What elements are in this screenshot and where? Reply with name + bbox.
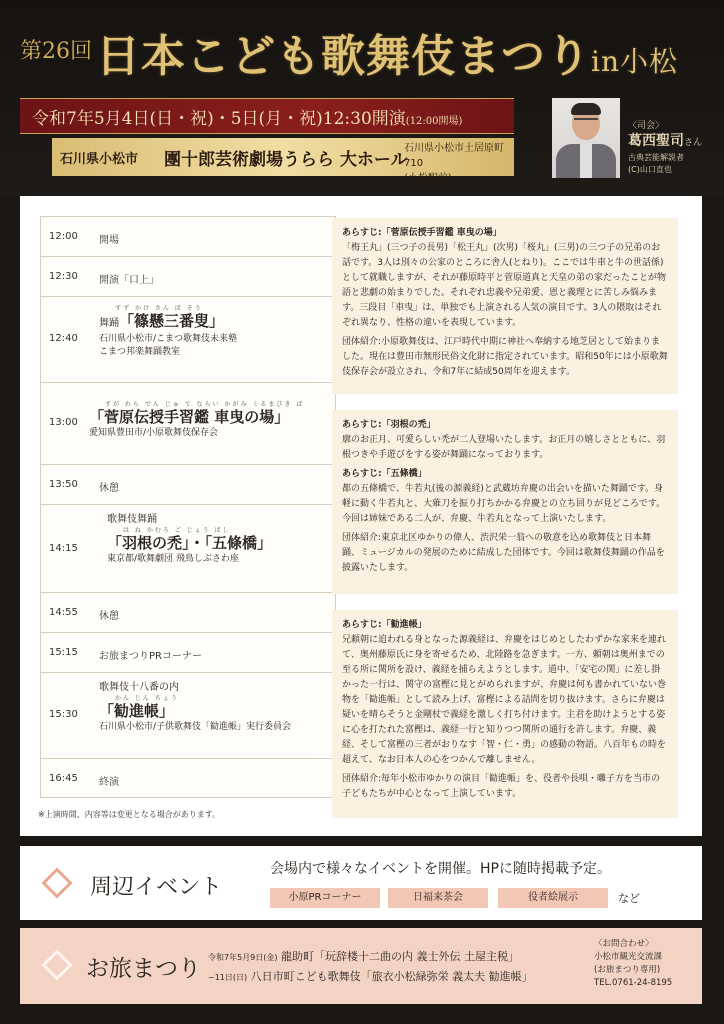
venue-city: 石川県小松市 (60, 152, 139, 167)
event-chip: 日福来茶会 (388, 888, 488, 908)
host-photo-glasses (574, 118, 598, 124)
group-intro: 団体紹介:小原歌舞伎は、江戸時代中期に神社へ奉納する地芝居として始まりました。現在は豊田市無形民俗文化財に指定されています。昭和50年には小原歌舞伎保存会が設立され、令和7年に結成50周年を迎えます。 (342, 337, 668, 377)
host-name (628, 132, 718, 152)
events-description: 会場内で様々なイベントを開催。HPに随時掲載予定。 (270, 861, 611, 877)
schedule-time: 15:30 (49, 709, 78, 720)
program-performer-2: こまつ邦楽舞踊教室 (99, 347, 181, 357)
main-title (96, 20, 678, 84)
program-title-text: 「篠懸三番叟」 (119, 312, 225, 330)
schedule-text: 開演「口上」 (99, 275, 159, 286)
schedule-time: 13:50 (49, 479, 78, 490)
program-ruby: すが わら でん じゅ て ならい かがみ くるまびき ば (105, 401, 305, 408)
schedule-time: 16:45 (49, 773, 78, 784)
schedule-row (40, 216, 336, 256)
header (0, 0, 724, 196)
host-title: 古典芸能解説者 (628, 153, 684, 162)
program (99, 681, 291, 734)
group-intro: 団体紹介:東京北区ゆかりの偉人、渋沢栄一翁への敬意を込め歌舞伎と日本舞踊、ミュージカルの発展のために結成した団体です。今回は歌舞伎舞踊の作品を披露いたします。 (342, 533, 665, 573)
date-main: 令和7年5月4日(日・祝)・5日(月・祝)12:30開演 (32, 109, 406, 129)
synopsis-heading: あらすじ:「羽根の禿」 (342, 420, 436, 430)
program-title: 「羽根の禿」・「五條橋」 (107, 534, 273, 552)
schedule-time: 14:15 (49, 543, 78, 554)
otabi-line-1 (208, 948, 519, 964)
schedule-row (40, 504, 336, 592)
schedule-note: ※上演時間、内容等は変更となる場合があります。 (38, 810, 221, 819)
schedule-time: 14:55 (49, 607, 78, 618)
program-title: 「菅原伝授手習鑑 車曳の場」 (89, 408, 290, 426)
events-etc: など (618, 892, 640, 905)
schedule-time: 12:30 (49, 271, 78, 282)
host-credit: (C)山口直也 (628, 165, 672, 174)
host-photo-hair (571, 103, 601, 115)
program-category: 歌舞伎十八番の内 (99, 682, 179, 693)
main-panel (20, 196, 702, 836)
title-suffix: in小松 (591, 45, 678, 78)
program-performer: 石川県小松市/子供歌舞伎「勧進帳」実行委員会 (99, 722, 292, 732)
synopsis-body: 兄頼朝に追われる身となった源義経は、弁慶をはじめとしたわずかな家来を連れて、奥州藤原氏に身を寄せるため、北陸路を急ぎます。一方、頼朝は奥州までの至る所に関所を設け、義経を捕らえようとします。道中、「安宅の関」に差し掛かった一行は、関守の富樫に見とがめられますが、弁慶は何も書かれていない巻物を「勧進帳」として読み上げ、富樫による詰問を切り抜けます。さらに弁慶は疑いを晴らそうと金剛杖で義経を激しく打ち付けます。主君を助けようとする姿に心を打たれた富樫は、義経一行と知りつつ関所の通行を許します。弁慶、義経、そして富樫の三者がおりなす「智・仁・勇」の感動の物語。八百年もの時を超えて、なお日本人の心をつかんで離しません。 (342, 635, 667, 765)
venue-name: 團十郎芸術劇場うらら 大ホール (164, 150, 408, 170)
schedule-text: 休憩 (99, 483, 119, 494)
otabi-matsuri-section (20, 928, 702, 1004)
schedule-text: 休憩 (99, 611, 119, 622)
otabi-text-2: 八日市町こども歌舞伎「旅衣小松緑弥栄 義太夫 勧進帳」 (250, 970, 533, 983)
schedule-row (40, 672, 336, 758)
group-intro: 団体紹介:毎年小松市ゆかりの演目「勧進帳」を、役者や長唄・囃子方を当市の子どもたちが中心となって上演しています。 (342, 774, 661, 799)
schedule-row (40, 382, 336, 464)
date-open: (12:00開場) (405, 116, 463, 127)
schedule-time: 15:15 (49, 647, 78, 658)
program-ruby: かん じん ちょう (115, 695, 179, 702)
synopsis-heading: あらすじ:「勧進帳」 (342, 620, 427, 630)
schedule-text: 開場 (99, 235, 119, 246)
otabi-text-1: 龍助町「玩辞楼十二曲の内 義士外伝 土屋主税」 (281, 950, 520, 963)
schedule-time: 13:00 (49, 417, 78, 428)
contact-dept: 小松市観光交流課 (594, 952, 663, 962)
synopsis-heading-2: あらすじ:「五條橋」 (342, 469, 427, 479)
events-title: 周辺イベント (90, 875, 223, 900)
program-title (99, 312, 237, 333)
diamond-icon (41, 949, 72, 980)
schedule-text: 終演 (99, 777, 119, 788)
venue-address-line2: (小松駅前) (404, 173, 452, 184)
schedule-row (40, 296, 336, 382)
program-ruby: すず かけ さん ば そう (115, 305, 203, 312)
program (89, 401, 304, 440)
synopsis-sugawara (332, 218, 678, 394)
program-performer: 東京都/歌舞劇団 飛鳥しぶさわ座 (107, 554, 239, 564)
synopsis-body-2: 都の五條橋で、牛若丸(後の源義経)と武蔵坊弁慶の出会いを描いた舞踊です。身軽に動く牛若丸と、大薙刀を振り打ちかかる弁慶との立ち回りが見どころです。今回は姉妹である二人が、弁慶、牛若丸となって上演いたします。 (342, 484, 666, 524)
host-name-text: 葛西聖司 (628, 133, 684, 149)
schedule-row (40, 256, 336, 296)
synopsis-hane-gojo (332, 410, 678, 594)
title-text: 日本こども歌舞伎まつり (96, 31, 591, 82)
host-photo (552, 98, 620, 178)
schedule-row (40, 464, 336, 504)
schedule-row (40, 592, 336, 632)
contact-info (594, 938, 672, 990)
program-performer: 石川県小松市/こまつ歌舞伎未来塾 (99, 334, 238, 344)
edition-label: 第26回 (20, 39, 92, 64)
date-text (32, 104, 462, 129)
venue-address-line1: 石川県小松市土居原町710 (404, 143, 504, 169)
schedule-time: 12:40 (49, 333, 78, 344)
venue-bar (52, 138, 514, 184)
program (107, 513, 272, 566)
schedule-table (40, 216, 336, 798)
host-honorific: さん (684, 138, 703, 148)
contact-label: 〈お問合わせ〉 (594, 939, 654, 949)
schedule-row (40, 758, 336, 798)
contact-note: (お旅まつり専用) (594, 965, 661, 975)
host-info (628, 120, 718, 176)
venue-address (404, 141, 514, 186)
program-ruby: は ね かむろ ご じょう ばし (123, 527, 231, 534)
contact-tel: TEL.0761-24-8195 (594, 978, 673, 988)
otabi-date-1: 令和7年5月9日(金) (208, 953, 278, 962)
synopsis-kanjincho (332, 610, 678, 818)
events-section (20, 846, 702, 920)
schedule-row (40, 632, 336, 672)
schedule-time: 12:00 (49, 231, 78, 242)
otabi-date-2: ~11日(日) (208, 973, 248, 982)
program-performer: 愛知県豊田市/小原歌舞伎保存会 (89, 428, 219, 438)
program (99, 305, 237, 359)
event-chip: 小原PRコーナー (270, 888, 380, 908)
otabi-line-2 (208, 968, 533, 984)
synopsis-body: 「梅王丸」(三つ子の長男)「松王丸」(次男)「桜丸」(三男)の三つ子の兄弟のお話です。3人は別々の公家のところに舎人(とねり)。ここでは牛車と牛の世話係)として就職しますが、それが藤原時平と菅原道真と天皇の弟の家だったことが物語と悲劇の始まりでした。それぞれ忠義や兄弟愛、恩と義理とに苦しみ悩みます。三段目「車曳」は、単独でも上演される人気の演目です。3人の隈取はそれぞれ異なり、性格の違いを表現しています。 (342, 243, 667, 328)
synopsis-heading: あらすじ:「菅原伝授手習鑑 車曳の場」 (342, 228, 502, 238)
synopsis-body: 廓のお正月、可愛らしい禿が二人登場いたします。お正月の嬉しさとともに、羽根つきや手遊びをする姿が舞踊になっております。 (342, 435, 666, 460)
diamond-icon (41, 867, 72, 898)
schedule-text: お旅まつりPRコーナー (99, 651, 202, 662)
date-bar (20, 98, 514, 134)
event-chip: 役者絵展示 (498, 888, 608, 908)
program-category: 歌舞伎舞踊 (107, 514, 157, 525)
host-photo-shirt (580, 144, 592, 178)
host-role: 〈司会〉 (628, 121, 665, 131)
program-prefix: 舞踊 (99, 318, 119, 329)
otabi-title: お旅まつり (86, 956, 201, 982)
program-title: 「勧進帳」 (99, 702, 175, 720)
